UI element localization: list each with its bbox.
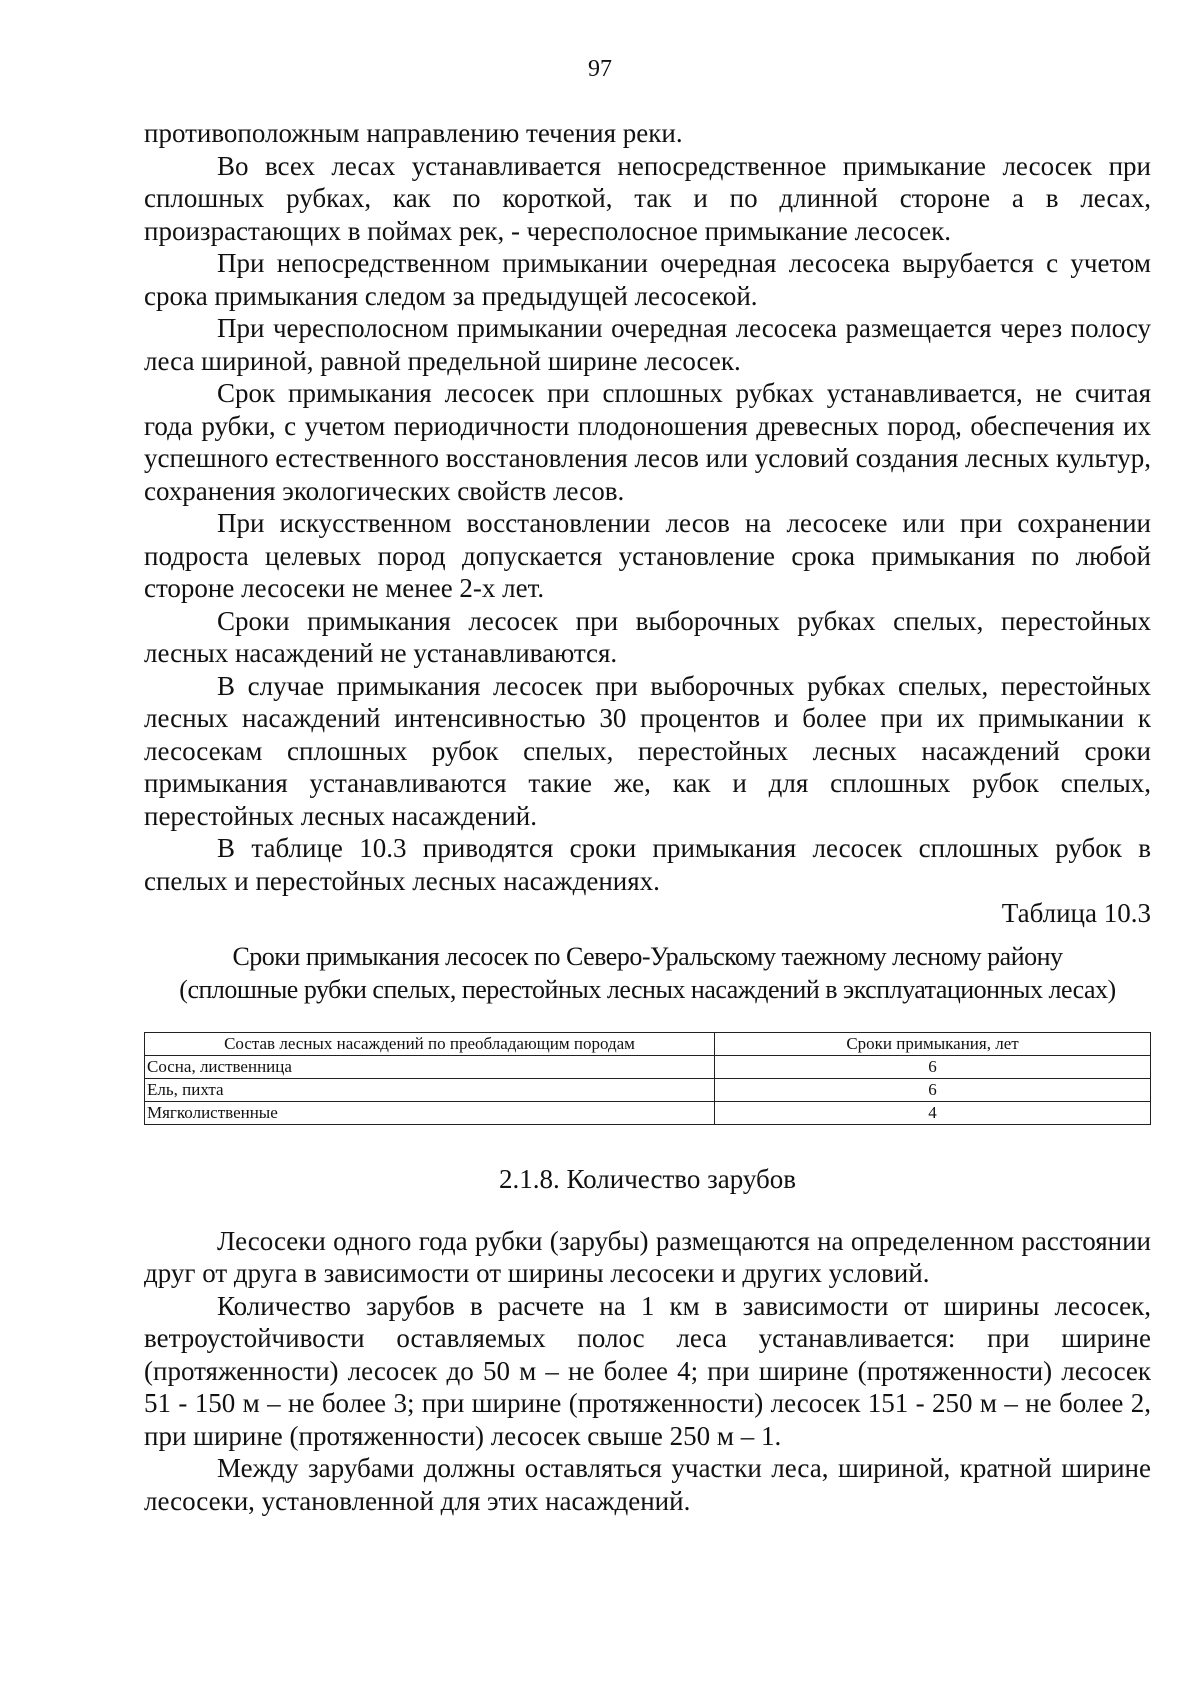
paragraph: Количество зарубов в расчете на 1 км в зависимости от ширины лесосек, ветроустойчивости оставляемых полос леса устанавливается: при ширине (протяженности) лесосек до 50 м – не более 4; при ширине (протяженности) лесосек 51 - 150 м – не более 3; при ширине (протяженности) лесосек 151 - 250 м – не более 2, при ширине (протяженности) лесосек свыше 250 м – 1. bbox=[144, 1290, 1151, 1451]
table-row bbox=[145, 1055, 1151, 1078]
table-cell-species: Сосна, лиственница bbox=[145, 1055, 715, 1078]
table-row bbox=[145, 1078, 1151, 1101]
paragraph: Между зарубами должны оставляться участки леса, шириной, кратной ширине лесосеки, установленной для этих насаждений. bbox=[144, 1453, 1151, 1516]
section-heading: 2.1.8. Количество зарубов bbox=[499, 1163, 796, 1194]
paragraph: Лесосеки одного года рубки (зарубы) размещаются на определенном расстоянии друг от друга в зависимости от ширины лесосеки и других условий. bbox=[144, 1225, 1151, 1288]
column-header-terms: Сроки примыкания, лет bbox=[715, 1032, 1151, 1055]
paragraph: В таблице 10.3 приводятся сроки примыкания лесосек сплошных рубок в спелых и перестойных лесных насаждениях. bbox=[144, 833, 1151, 896]
table-cell-species: Мягколиственные bbox=[145, 1101, 715, 1124]
table-cell-species: Ель, пихта bbox=[145, 1078, 715, 1101]
table-row bbox=[145, 1101, 1151, 1124]
paragraph: В случае примыкания лесосек при выборочных рубках спелых, перестойных лесных насаждений интенсивностью 30 процентов и более при их примыкании к лесосекам сплошных рубок спелых, перестойных лесных насаждений сроки примыкания устанавливаются такие же, как и для сплошных рубок спелых, перестойных лесных насаждений. bbox=[144, 670, 1151, 831]
paragraph: Сроки примыкания лесосек при выборочных рубках спелых, перестойных лесных насаждений не устанавливаются. bbox=[144, 605, 1151, 668]
paragraph: При чересполосном примыкании очередная лесосека размещается через полосу леса шириной, равной предельной ширине лесосек. bbox=[144, 313, 1151, 376]
paragraph: противоположным направлению течения реки. bbox=[144, 118, 683, 148]
column-header-composition: Состав лесных насаждений по преобладающим породам bbox=[145, 1032, 715, 1055]
paragraph: Срок примыкания лесосек при сплошных рубках устанавливается, не считая года рубки, с учетом периодичности плодоношения древесных пород, обеспечения их успешного естественного восстановления лесов или условий создания лесных культур, сохранения экологических свойств лесов. bbox=[144, 378, 1151, 506]
paragraph: При искусственном восстановлении лесов на лесосеке или при сохранении подроста целевых пород допускается установление срока примыкания по любой стороне лесосеки не менее 2-х лет. bbox=[144, 508, 1151, 603]
table-cell-years: 4 bbox=[715, 1101, 1151, 1124]
page-number: 97 bbox=[588, 56, 612, 82]
table-number: Таблица 10.3 bbox=[1001, 898, 1151, 928]
paragraph: При непосредственном примыкании очередная лесосека вырубается с учетом срока примыкания следом за предыдущей лесосекой. bbox=[144, 248, 1151, 311]
table-cell-years: 6 bbox=[715, 1055, 1151, 1078]
table-cell-years: 6 bbox=[715, 1078, 1151, 1101]
adjacency-table bbox=[144, 1032, 1151, 1125]
table-title-line-2: (сплошные рубки спелых, перестойных лесных насаждений в эксплуатационных лесах) bbox=[179, 974, 1116, 1004]
table-title-line-1: Сроки примыкания лесосек по Северо-Уральскому таежному лесному району bbox=[232, 941, 1063, 971]
document-body bbox=[144, 117, 1151, 1517]
table-header-row bbox=[145, 1032, 1151, 1055]
paragraph: Во всех лесах устанавливается непосредственное примыкание лесосек при сплошных рубках, как по короткой, так и по длинной стороне а в лесах, произрастающих в поймах рек, - чересполосное примыкание лесосек. bbox=[144, 150, 1151, 246]
